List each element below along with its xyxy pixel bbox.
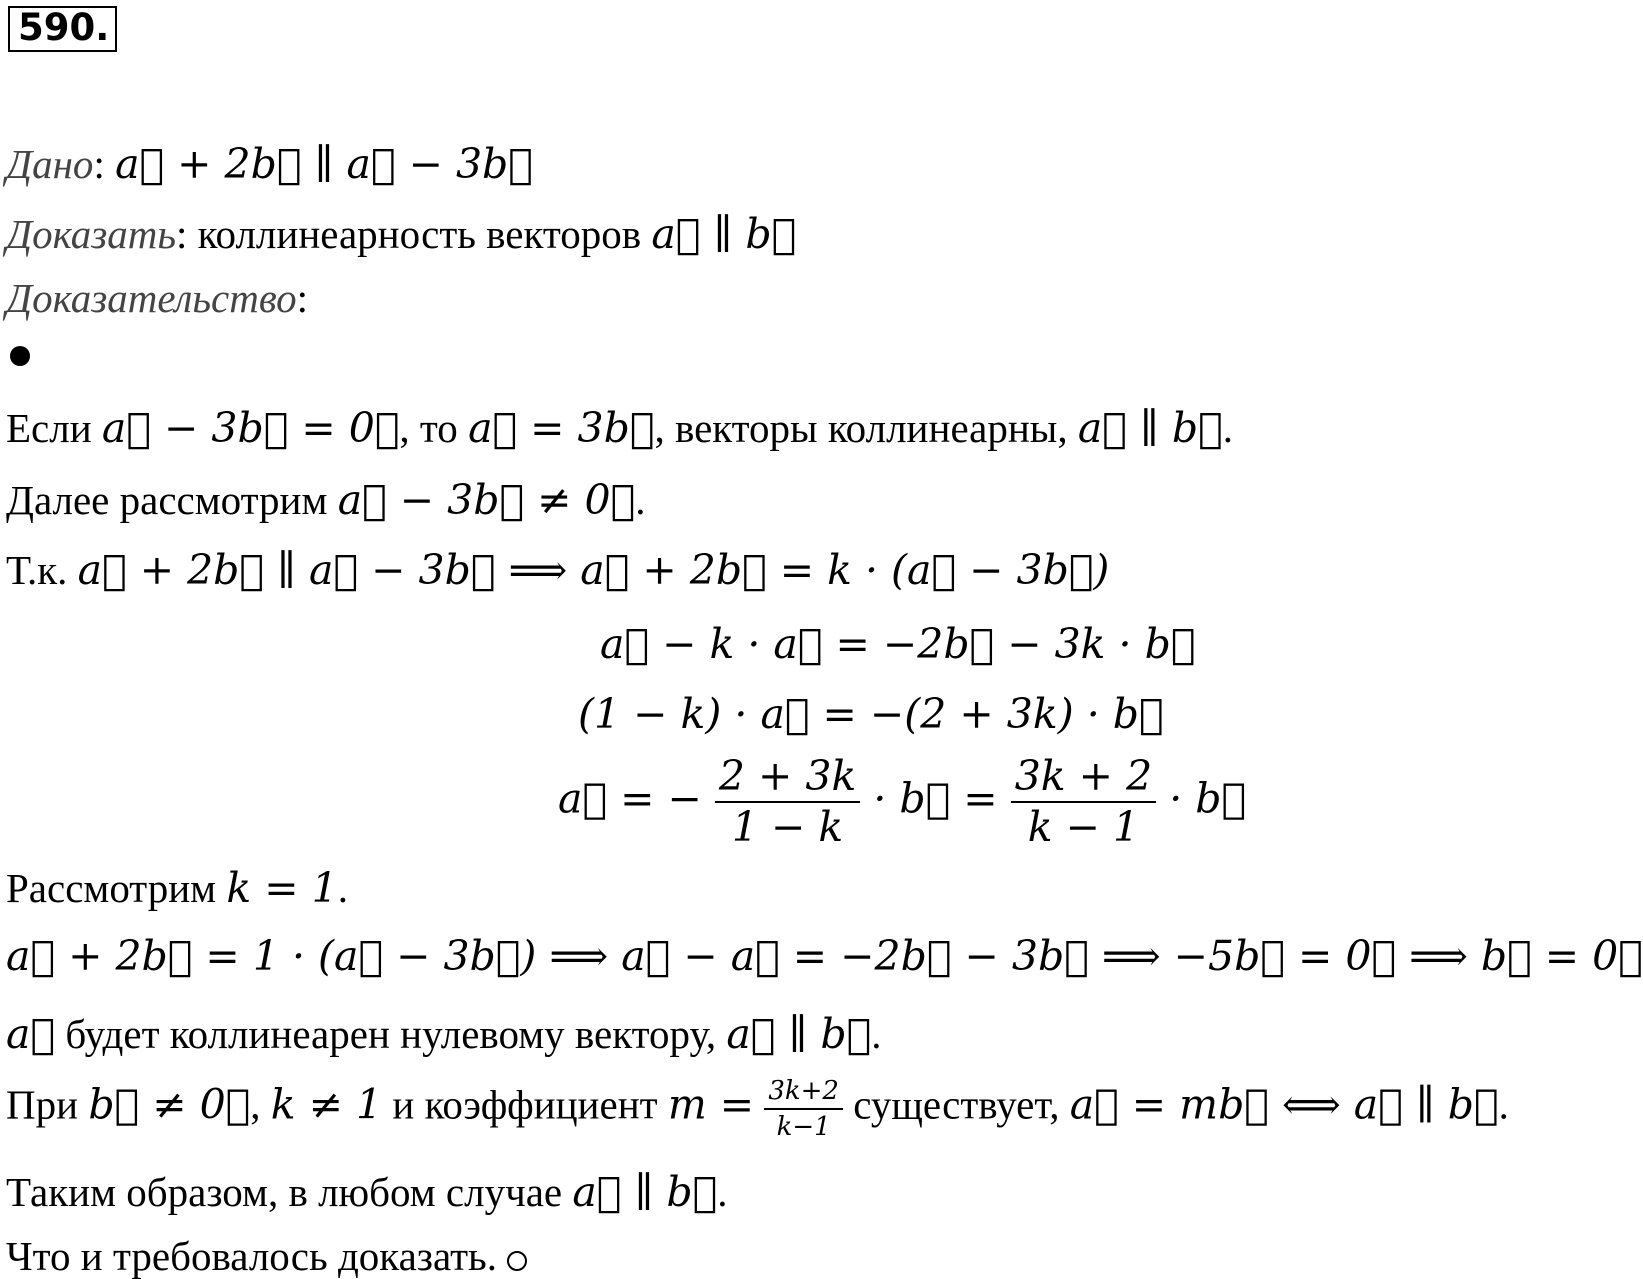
- prove-line: Доказать: коллинеарность векторов a⃗ ∥ b⃗: [6, 210, 797, 258]
- fraction-1: $\frac{2 + 3k}{1 - k}$: [715, 756, 860, 848]
- proof-line-4: Рассмотрим k = 1.: [6, 864, 348, 912]
- conclusion-line: Что и требовалось доказать.: [6, 1236, 527, 1277]
- given-line: Дано: a⃗ + 2b⃗ ∥ a⃗ − 3b⃗: [6, 140, 533, 188]
- given-expression: a⃗ + 2b⃗ ∥ a⃗ − 3b⃗: [115, 140, 533, 188]
- proof-line-1: Если a⃗ − 3b⃗ = 0⃗, то a⃗ = 3b⃗, векторы коллинеарны, a⃗ ∥ b⃗.: [6, 404, 1233, 452]
- proof-line-8: Таким образом, в любом случае a⃗ ∥ b⃗.: [6, 1168, 728, 1216]
- coefficient-fraction: $\frac{3k+2}{k-1}$: [764, 1078, 843, 1140]
- proof-line-2: Далее рассмотрим a⃗ − 3b⃗ ≠ 0⃗.: [6, 476, 646, 524]
- proof-line-5: a⃗ + 2b⃗ = 1 · (a⃗ − 3b⃗) ⟹ a⃗ − a⃗ = −2b⃗ − 3b⃗ ⟹ −5b⃗ = 0⃗ ⟹ b⃗ = 0⃗: [6, 932, 1643, 980]
- prove-expression: a⃗ ∥ b⃗: [651, 210, 797, 258]
- qed-circle-icon: [507, 1251, 527, 1271]
- given-label: Дано: [6, 141, 94, 187]
- bullet-point: [10, 346, 30, 366]
- equation-3: a⃗ = − $\frac{2 + 3k}{1 - k}$ · b⃗ = $\frac{3k + 2}{k - 1}$ · b⃗: [558, 752, 1247, 851]
- equation-1: a⃗ − k · a⃗ = −2b⃗ − 3k · b⃗: [600, 620, 1196, 668]
- proof-line-7: При b⃗ ≠ 0⃗, k ≠ 1 и коэффициент m = $\frac{3k+2}{k-1}$ существует, a⃗ = mb⃗ ⟺ a⃗ ∥ b⃗.: [6, 1076, 1509, 1142]
- proof-heading: Доказательство:: [6, 275, 309, 321]
- prove-label: Доказать: [6, 211, 177, 257]
- proof-line-6: a⃗ будет коллинеарен нулевому вектору, a⃗ ∥ b⃗.: [6, 1010, 882, 1058]
- proof-line-3: Т.к. a⃗ + 2b⃗ ∥ a⃗ − 3b⃗ ⟹ a⃗ + 2b⃗ = k · (a⃗ − 3b⃗): [6, 546, 1110, 594]
- fraction-2: $\frac{3k + 2}{k - 1}$: [1011, 756, 1156, 848]
- problem-number: 590.: [8, 6, 117, 52]
- equation-2: (1 − k) · a⃗ = −(2 + 3k) · b⃗: [578, 690, 1164, 738]
